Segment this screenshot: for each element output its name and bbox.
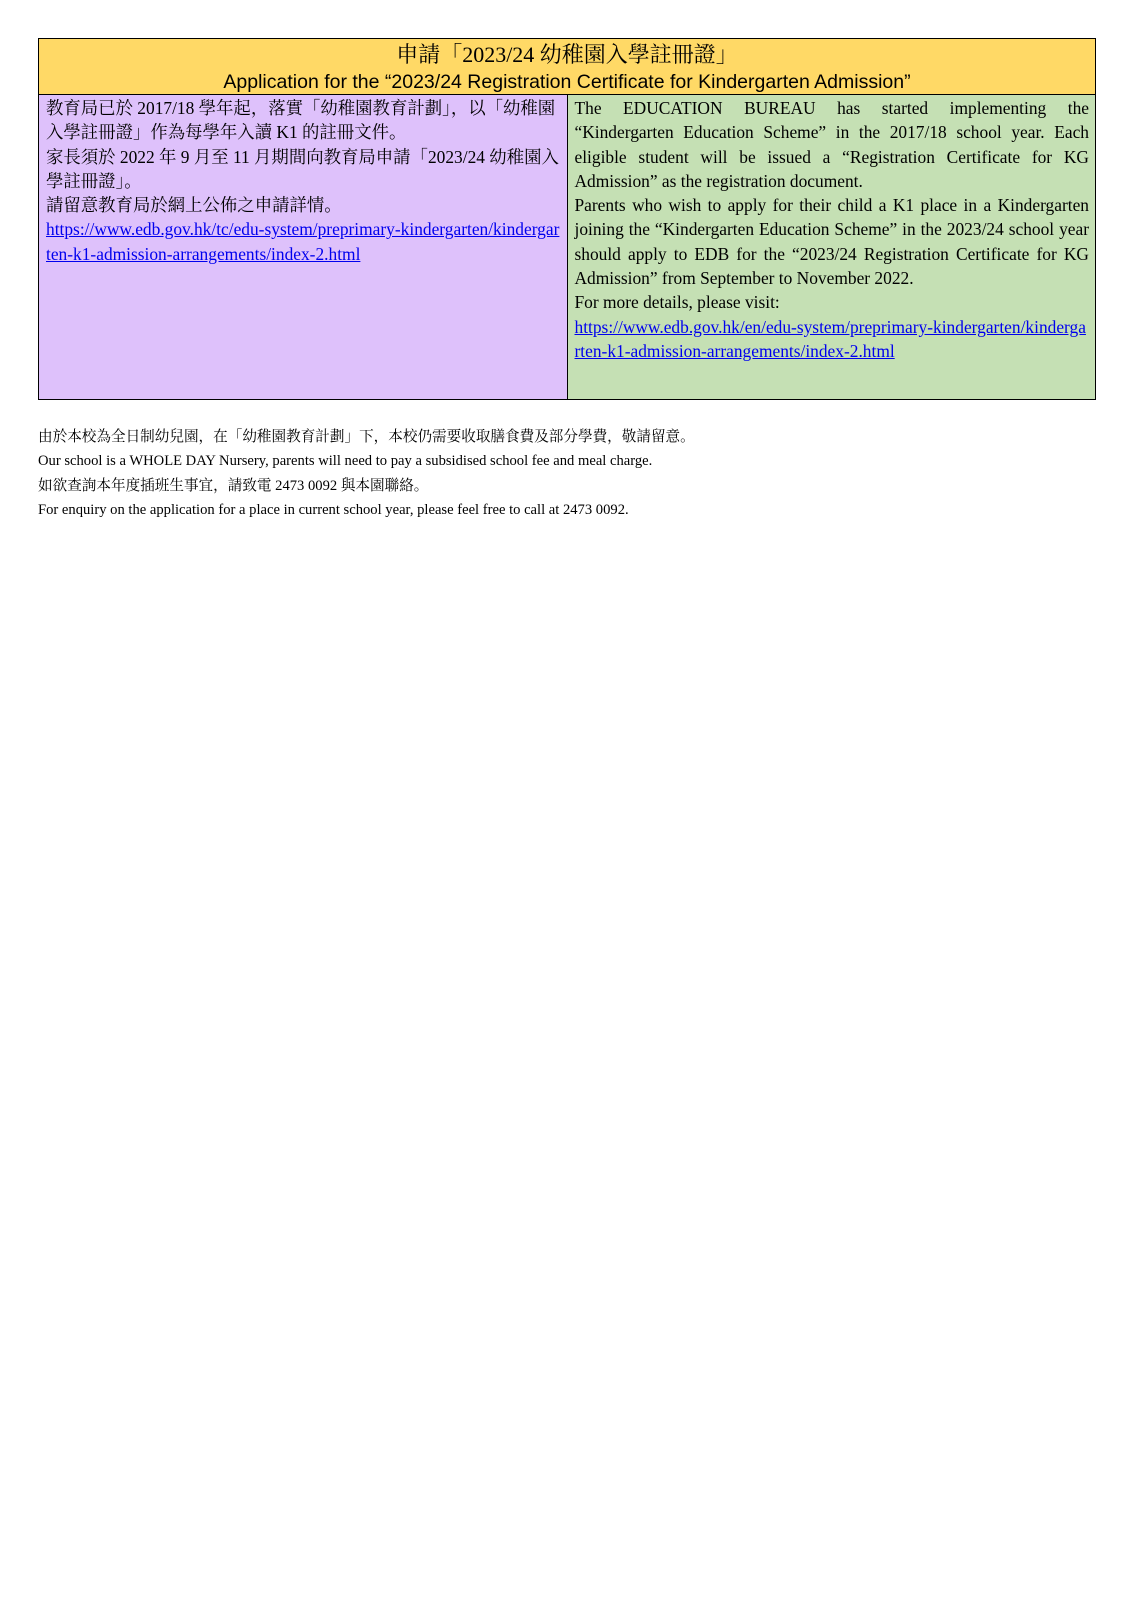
edb-chinese-link[interactable]: https://www.edb.gov.hk/tc/edu-system/preprimary-kindergarten/kindergarten-k1-admission-arrangements/index-2.html <box>46 219 560 264</box>
chinese-paragraph-scheme: 教育局已於 2017/18 學年起，落實「幼稚園教育計劃」，以「幼稚園入學註冊證」作為每學年入讀 K1 的註冊文件。 <box>46 98 556 143</box>
chinese-link-wrapper <box>46 217 561 266</box>
chinese-info-cell <box>39 95 568 400</box>
footer-enquiry-english: For enquiry on the application for a place in current school year, please feel free to call at 2473 0092. <box>38 501 629 518</box>
header-row <box>39 39 1096 95</box>
chinese-paragraph-details: 請留意教育局於網上公佈之申請詳情。 <box>46 195 342 216</box>
header-cell <box>39 39 1096 95</box>
content-row <box>39 95 1096 400</box>
chinese-info-content <box>39 95 567 266</box>
english-paragraph-scheme: The EDUCATION BUREAU has started implementing the “Kindergarten Education Scheme” in the 2017/18 school year. Each eligible student will be issued a “Registration Certificate for KG Admission” as the registration document. <box>574 98 1089 191</box>
footer-fee-note-chinese: 由於本校為全日制幼兒園，在「幼稚園教育計劃」下，本校仍需要收取膳食費及部分學費，敬請留意。 <box>38 429 695 445</box>
title-english: Application for the “2023/24 Registration Certificate for Kindergarten Admission” <box>223 71 911 93</box>
title-chinese: 申請「2023/24 幼稚園入學註冊證」 <box>396 42 738 67</box>
english-info-content <box>568 95 1096 363</box>
english-paragraph-apply: Parents who wish to apply for their child a K1 place in a Kindergarten joining the “Kindergarten Education Scheme” in the 2023/24 school year should apply to EDB for the “2023/24 Registration Certificate for KG Admission” from September to November 2022. <box>574 195 1089 289</box>
english-info-cell <box>567 95 1096 400</box>
edb-english-link[interactable]: https://www.edb.gov.hk/en/edu-system/preprimary-kindergarten/kindergarten-k1-admission-arrangements/index-2.html <box>574 316 1086 361</box>
english-link-wrapper <box>575 315 1090 364</box>
english-paragraph-details: For more details, please visit: <box>574 292 780 313</box>
footer-notes <box>38 425 1096 522</box>
footer-fee-note-english: Our school is a WHOLE DAY Nursery, parents will need to pay a subsidised school fee and meal charge. <box>38 453 653 470</box>
footer-enquiry-chinese: 如欲查詢本年度插班生事宜，請致電 2473 0092 與本園聯絡。 <box>38 477 429 494</box>
chinese-paragraph-apply: 家長須於 2022 年 9 月至 11 月期間向教育局申請「2023/24 幼稚園入學註冊證」。 <box>46 146 559 191</box>
registration-notice-table <box>38 38 1096 400</box>
